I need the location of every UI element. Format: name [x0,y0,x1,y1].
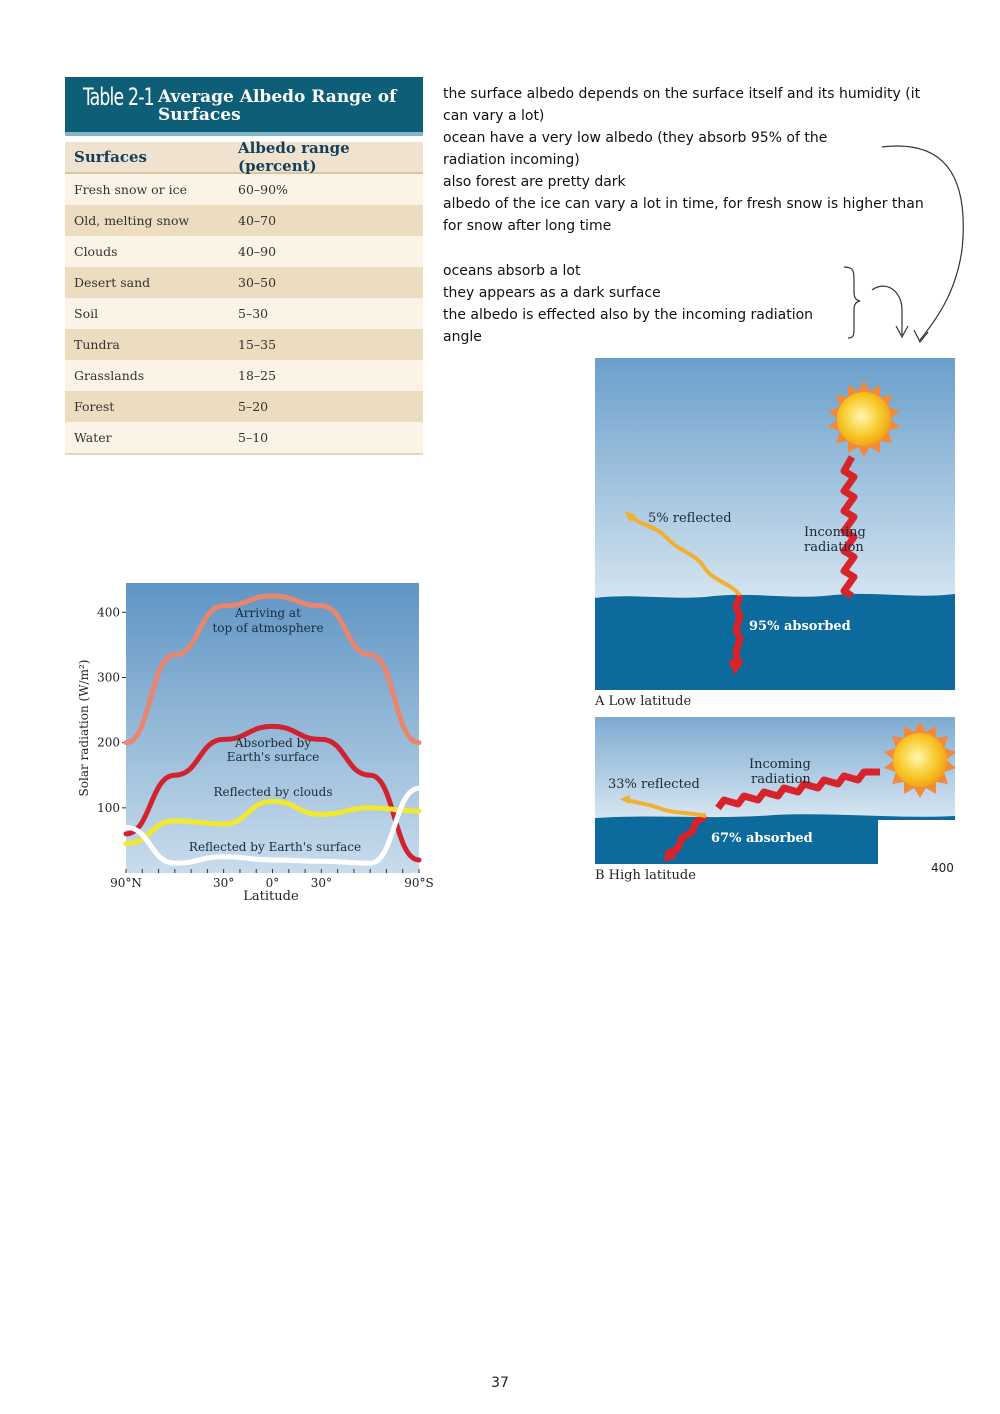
note-ice-albedo: albedo of the ice can vary a lot in time, for fresh snow is higher than for snow after long time [443,196,924,234]
table-row [65,236,423,267]
table-row [65,391,423,422]
caption-low-latitude: A Low latitude [595,694,692,709]
caption-high-latitude: B High latitude [595,868,696,883]
range-cell: 5–20 [238,399,269,414]
label-clouds: Reflected by clouds [213,785,333,799]
table-column-headers [65,139,423,175]
curved-arrow-path [882,146,963,340]
reflected-label: 33% reflected [608,777,700,792]
x-tick-label: 90°N [110,876,142,890]
note-radiation-angle: the albedo is effected also by the incoming radiation angle [443,307,814,345]
column-header-albedo-range: Albedo range (percent) [238,139,350,175]
y-tick-label: 200 [97,735,120,750]
table-row [65,298,423,329]
note-oceans-absorb: oceans absorb a lot [443,263,581,279]
surface-cell: Water [74,430,112,445]
low-latitude-diagram [594,357,956,709]
y-axis-label: Solar radiation (W/m²) [77,659,91,797]
table-header [65,77,423,136]
albedo-table [65,77,423,455]
table-row [65,422,423,455]
absorbed-ray [736,595,740,667]
note-forest: also forest are pretty dark [443,174,626,190]
y-tick-label: 400 [97,605,120,620]
y-tick-label: 100 [97,800,120,815]
table-row [65,360,423,391]
range-cell: 15–35 [238,337,277,352]
range-cell: 5–30 [238,306,269,321]
range-cell: 60–90% [238,182,288,197]
side-number: 400 [931,861,954,875]
table-title: Average Albedo Range of Surfaces [158,87,397,125]
surface-cell: Forest [74,399,115,414]
table-row [65,267,423,298]
note-ocean-albedo: ocean have a very low albedo (they absorb 95% of the radiation incoming) [443,130,828,168]
table-number: Table 2-1 [83,83,154,111]
incoming-label-line2: radiation [751,772,811,787]
table-row [65,174,423,205]
page-number: 37 [491,1375,509,1391]
x-axis-label: Latitude [243,889,299,904]
sky [595,358,955,598]
surface-cell: Clouds [74,244,118,259]
label-absorbed-line2: Earth's surface [226,750,320,764]
surface-cell: Desert sand [74,275,151,290]
label-absorbed-line1: Absorbed by [234,736,312,750]
x-tick-label: 30° [310,876,332,890]
range-cell: 30–50 [238,275,277,290]
absorbed-label: 95% absorbed [749,619,851,634]
label-top-line1: Arriving at [235,606,301,620]
incoming-label-line1: Incoming [749,757,811,772]
range-cell: 40–70 [238,213,277,228]
surface-cell: Grasslands [74,368,145,383]
ocean [595,594,955,690]
solar-radiation-chart [75,578,435,908]
y-axis-ticks [97,605,126,815]
y-tick-label: 300 [97,670,120,685]
surface-cell: Tundra [74,337,120,352]
surface-cell: Fresh snow or ice [74,182,188,197]
column-header-surfaces: Surfaces [74,148,147,166]
curly-brace-icon [844,267,860,338]
x-tick-label: 30° [213,876,235,890]
surface-cell: Old, melting snow [74,213,190,228]
incoming-label-line2: radiation [804,540,864,555]
range-cell: 5–10 [238,430,269,445]
table-row [65,329,423,360]
absorbed-label: 67% absorbed [711,831,813,846]
note-surface-albedo: the surface albedo depends on the surface itself and its humidity (it can vary a lot) [443,86,921,124]
label-top-line2: top of atmosphere [212,621,324,635]
reflected-label: 5% reflected [648,511,732,526]
note-dark-surface: they appears as a dark surface [443,285,661,301]
surface-cell: Soil [74,306,99,321]
pen-annotation-arrows [830,140,980,350]
label-surface: Reflected by Earth's surface [188,840,362,854]
table-row [65,205,423,236]
incoming-label-line1: Incoming [804,525,866,540]
x-tick-label: 90°S [404,876,434,890]
range-cell: 40–90 [238,244,277,259]
x-tick-label: 0° [265,876,280,890]
range-cell: 18–25 [238,368,277,383]
high-latitude-diagram [594,716,994,891]
